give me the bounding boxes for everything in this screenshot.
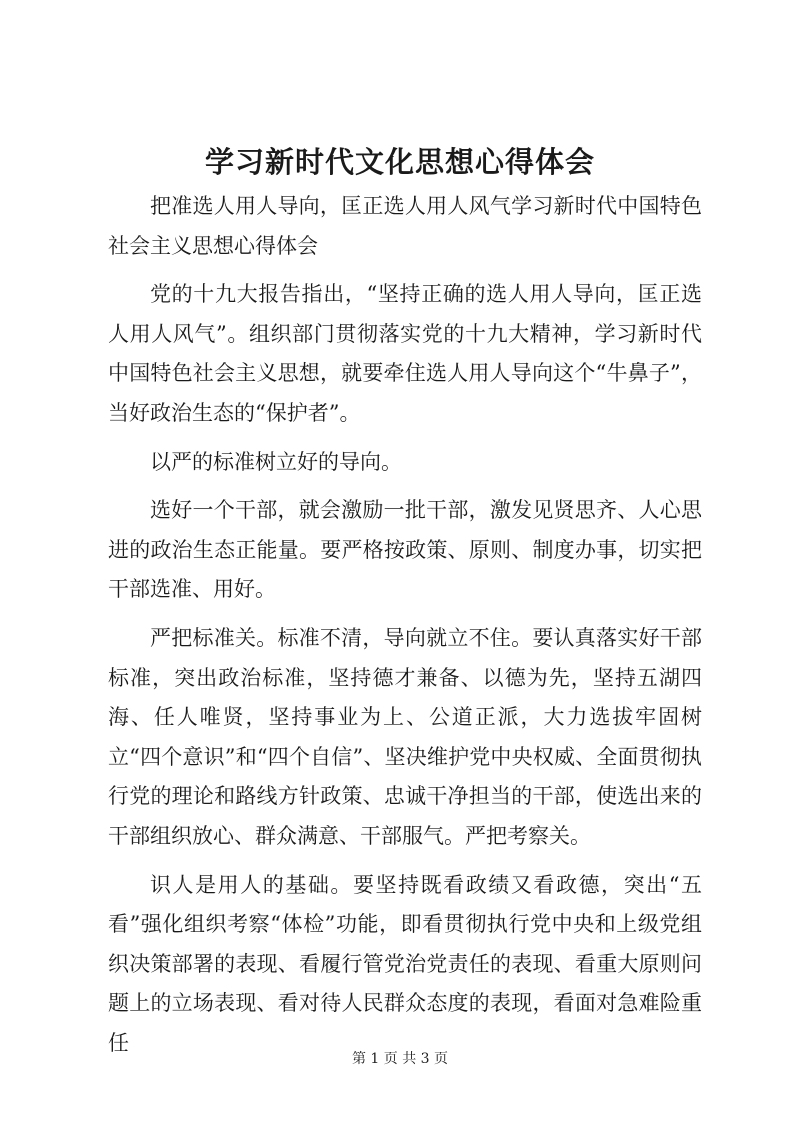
- paragraph-report: 党的十九大报告指出，“坚持正确的选人用人导向，匡正选人用人风气”。组织部门贯彻落实党的十九大精神，学习新时代中国特色社会主义思想，就要牵住选人用人导向这个“牛鼻子”，当好政治生态的“保护者”。: [108, 282, 702, 425]
- document-title: 学习新时代文化思想心得体会: [204, 145, 595, 179]
- paragraph-subtitle: 把准选人用人导向，匡正选人用人风气学习新时代中国特色社会主义思想心得体会: [108, 194, 702, 258]
- document-body: [108, 187, 702, 1072]
- paragraph-select-cadre: 选好一个干部，就会激励一批干部，激发见贤思齐、人心思进的政治生态正能量。要严格按政策、原则、制度办事，切实把干部选准、用好。: [108, 498, 702, 602]
- paragraph-standard: 以严的标准树立好的导向。: [150, 449, 402, 474]
- page-footer: 第 1 页 共 3 页: [351, 1051, 449, 1067]
- paragraph-recognize: 识人是用人的基础。要坚持既看政绩又看政德，突出“五看”强化组织考察“体检”功能，即看贯彻执行党中央和上级党组织决策部署的表现、看履行管党治党责任的表现、看重大原则问题上的立场表现、看对待人民群众态度的表现，看面对急难险重任: [108, 872, 702, 1055]
- paragraph-standard-check: 严把标准关。标准不清，导向就立不住。要认真落实好干部标准，突出政治标准，坚持德才兼备、以德为先，坚持五湖四海、任人唯贤，坚持事业为上、公道正派，大力选拔牢固树立“四个意识”和“四个自信”、坚决维护党中央权威、全面贯彻执行党的理论和路线方针政策、忠诚干净担当的干部，使选出来的干部组织放心、群众满意、干部服气。严把考察关。: [108, 625, 702, 848]
